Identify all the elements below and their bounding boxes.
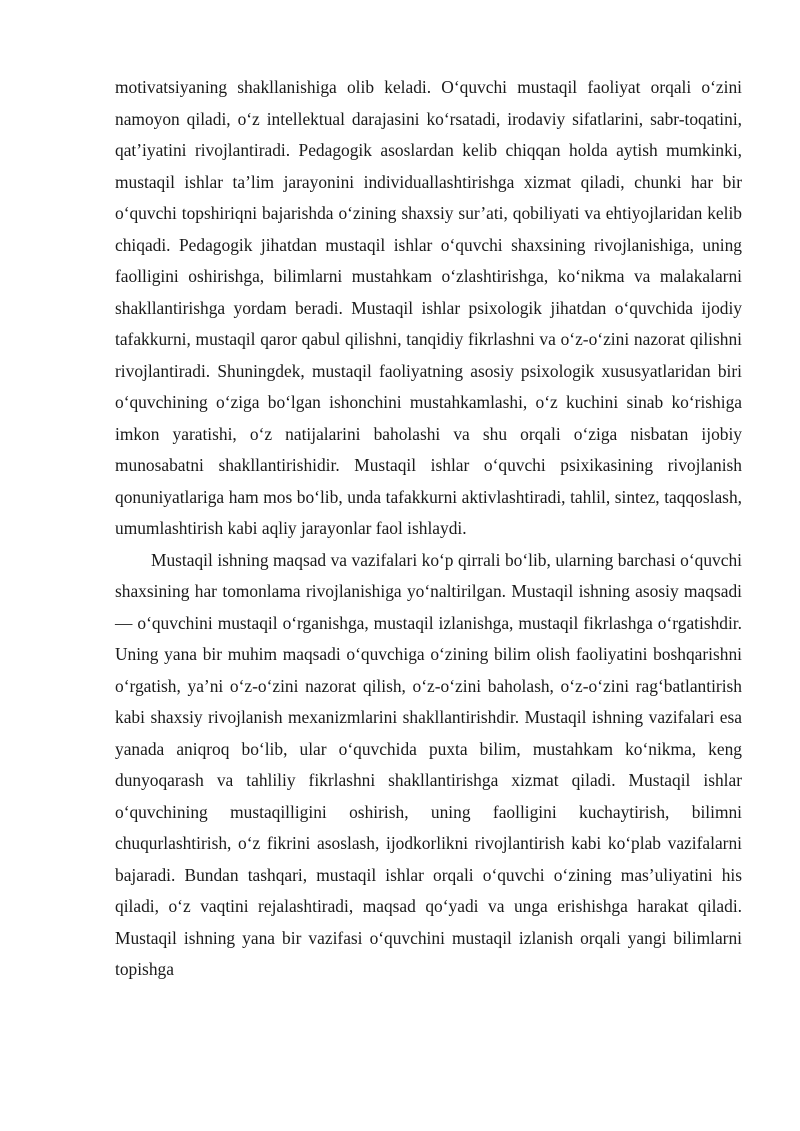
- document-page: [115, 72, 742, 986]
- paragraph-1: motivatsiyaning shakllanishiga olib keladi. O‘quvchi mustaqil faoliyat orqali o‘zini namoyon qiladi, o‘z intellektual darajasini ko‘rsatadi, irodaviy sifatlarini, sabr-toqatini, qat’iyatini rivojlantiradi. Pedagogik asoslardan kelib chiqqan holda aytish mumkinki, mustaqil ishlar ta’lim jarayonini individuallashtirishga xizmat qiladi, chunki har bir o‘quvchi topshiriqni bajarishda o‘zining shaxsiy sur’ati, qobiliyati va ehtiyojlaridan kelib chiqadi. Pedagogik jihatdan mustaqil ishlar o‘quvchi shaxsining rivojlanishiga, uning faolligini oshirishga, bilimlarni mustahkam o‘zlashtirishga, ko‘nikma va malakalarni shakllantirishga yordam beradi. Mustaqil ishlar psixologik jihatdan o‘quvchida ijodiy tafakkurni, mustaqil qaror qabul qilishni, tanqidiy fikrlashni va o‘z-o‘zini nazorat qilishni rivojlantiradi. Shuningdek, mustaqil faoliyatning asosiy psixologik xususyatlaridan biri o‘quvchining o‘ziga bo‘lgan ishonchini mustahkamlashi, o‘z kuchini sinab ko‘rishiga imkon yaratishi, o‘z natijalarini baholashi va shu orqali o‘ziga nisbatan ijobiy munosabatni shakllantirishidir. Mustaqil ishlar o‘quvchi psixikasining rivojlanish qonuniyatlariga ham mos bo‘lib, unda tafakkurni aktivlashtiradi, tahlil, sintez, taqqoslash, umumlashtirish kabi aqliy jarayonlar faol ishlaydi.: [115, 77, 742, 538]
- paragraph-2: Mustaqil ishning maqsad va vazifalari ko‘p qirrali bo‘lib, ularning barchasi o‘quvchi shaxsining har tomonlama rivojlanishiga yo‘naltirilgan. Mustaqil ishning asosiy maqsadi — o‘quvchini mustaqil o‘rganishga, mustaqil izlanishga, mustaqil fikrlashga o‘rgatishdir. Uning yana bir muhim maqsadi o‘quvchiga o‘zining bilim olish faoliyatini boshqarishni o‘rgatish, ya’ni o‘z-o‘zini nazorat qilish, o‘z-o‘zini baholash, o‘z-o‘zini rag‘batlantirish kabi shaxsiy rivojlanish mexanizmlarini shakllantirishdir. Mustaqil ishning vazifalari esa yanada aniqroq bo‘lib, ular o‘quvchida puxta bilim, mustahkam ko‘nikma, keng dunyoqarash va tahliliy fikrlashni shakllantirishga xizmat qiladi. Mustaqil ishlar o‘quvchining mustaqilligini oshirish, uning faolligini kuchaytirish, bilimni chuqurlashtirish, o‘z fikrini asoslash, ijodkorlikni rivojlantirish kabi ko‘plab vazifalarni bajaradi. Bundan tashqari, mustaqil ishlar orqali o‘quvchi o‘zining mas’uliyatini his qiladi, o‘z vaqtini rejalashtiradi, maqsad qo‘yadi va unga erishishga harakat qiladi. Mustaqil ishning yana bir vazifasi o‘quvchini mustaqil izlanish orqali yangi bilimlarni topishga: [115, 549, 742, 979]
